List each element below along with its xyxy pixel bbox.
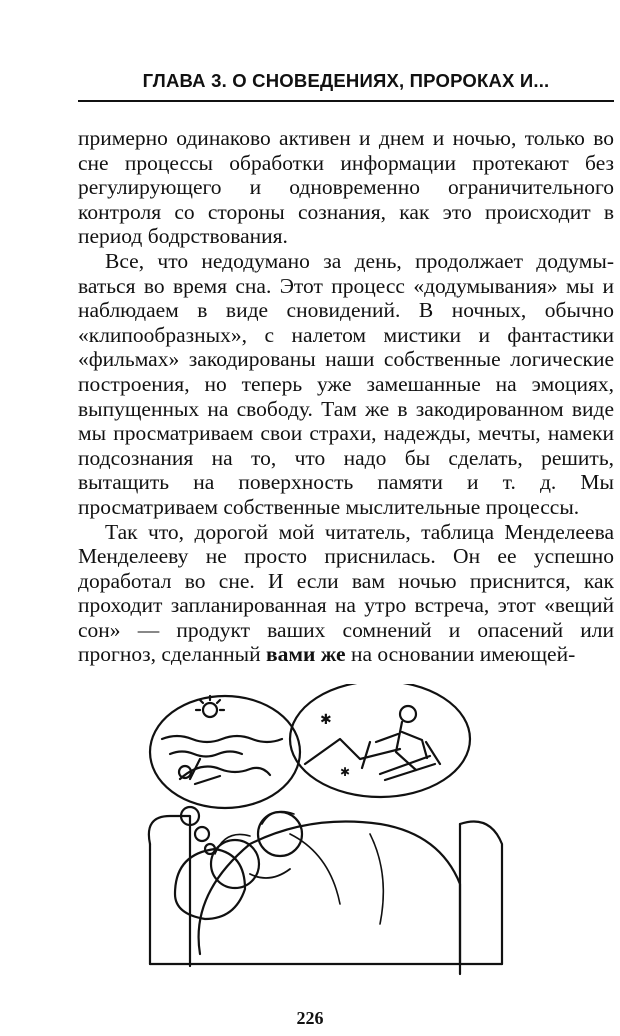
ski-dream-bubble xyxy=(290,684,470,797)
paragraph-3-bold: вами же xyxy=(265,642,346,667)
bed xyxy=(149,816,502,966)
paragraph-3-text-before: Так что, дорогой мой читатель, таблица Менделеева Менделееву не просто приснилась. Он ее успешно доработал во сне. И если вам ночью приснится, как проходит запланированная на утро встреча, этот «вещий сон» — продукт ваших сомнений и опасений или прогноз, сделанный xyxy=(78,519,614,667)
page-number: 226 xyxy=(296,1008,324,1028)
sleeping-couple-illustration xyxy=(140,684,520,984)
paragraph-3-text-after: на основании имеющей- xyxy=(345,642,576,667)
svg-text:✱: ✱ xyxy=(320,713,332,728)
chapter-header: ГЛАВА 3. О СНОВЕДЕНИЯХ, ПРОРОКАХ И... xyxy=(142,70,550,91)
blanket xyxy=(199,822,460,975)
svg-text:✱: ✱ xyxy=(340,765,351,779)
paragraph-1: примерно одинаково активен и днем и ночью, только во сне процессы обработки информации протекают без регулирующего и одновременно ограничительного контроля со стороны сознания, как это происходит в период бодрствования. xyxy=(78,126,614,249)
paragraph-2: Все, что недодумано за день, продолжает додумываться во время сна. Этот процесс «додумывания» мы и наблюдаем в виде сновидений. В ночных, обычно «клипообразных», с налетом мистики и фантастики «фильмах» закодированы наши собственные логические построения, но теперь уже замешанные на эмоциях, выпущенных на свободу. Там же в закодированном виде мы просматриваем свои страхи, надежды, мечты, намеки подсознания на то, что надо бы сделать, решить, вытащить на поверхность памяти и т. д. Мы просматриваем собственные мыслительные процессы. xyxy=(78,248,614,519)
body-text xyxy=(78,126,614,667)
beach-dream-bubble xyxy=(150,696,300,808)
header-rule xyxy=(78,100,614,102)
pillow xyxy=(175,849,245,919)
paragraph-3 xyxy=(78,520,614,668)
bubble-dot-2 xyxy=(195,827,209,841)
man-head xyxy=(258,812,302,856)
